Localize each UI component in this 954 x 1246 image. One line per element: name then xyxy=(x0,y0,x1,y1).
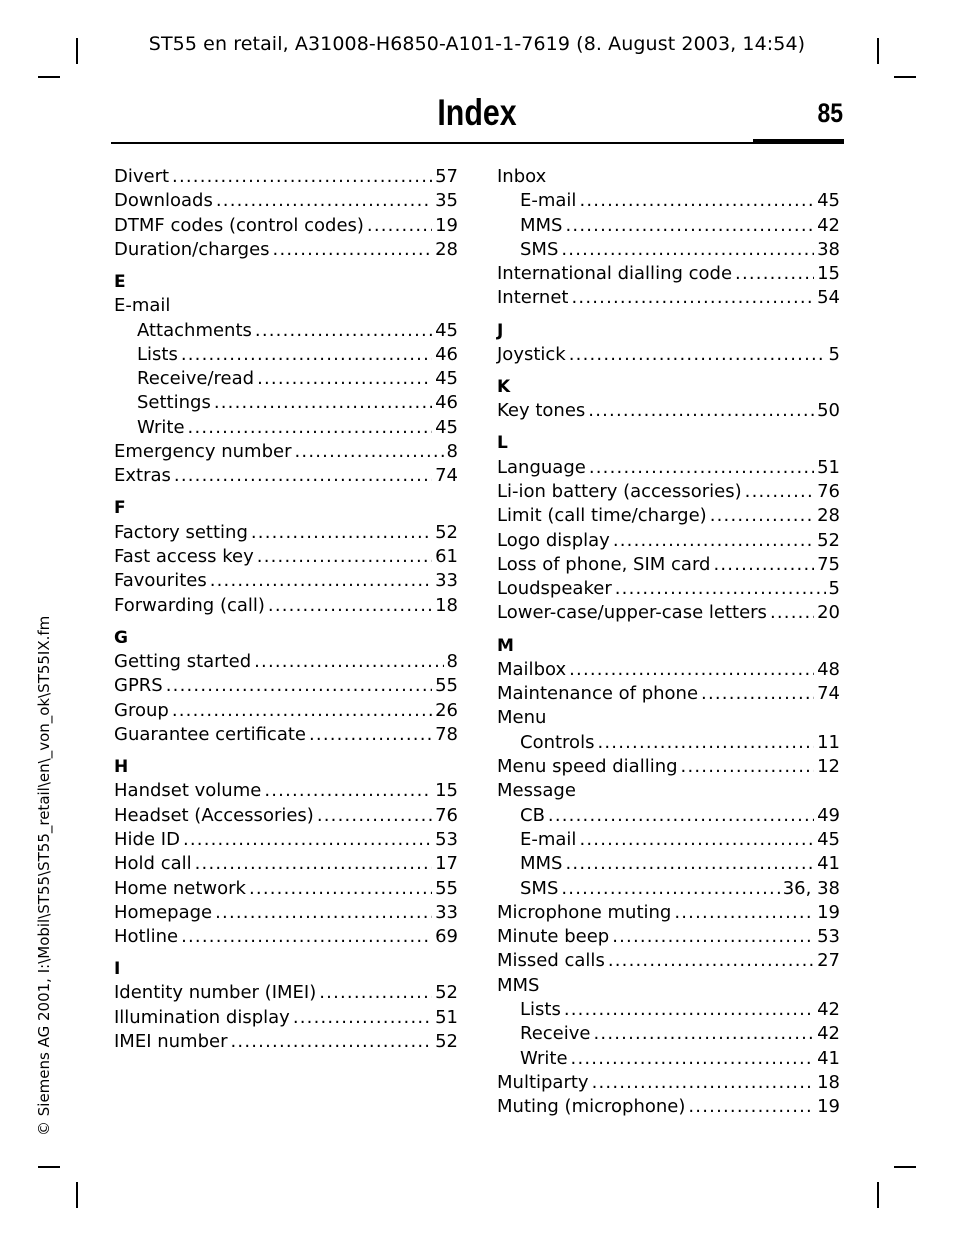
entry-page-number: 18 xyxy=(435,594,458,616)
index-entry xyxy=(114,189,458,213)
index-entry xyxy=(497,779,840,803)
entry-term: Loudspeaker xyxy=(497,578,612,600)
entry-page-number: 45 xyxy=(435,368,458,390)
entry-page-number: 75 xyxy=(817,553,840,575)
section-letter: K xyxy=(497,376,511,397)
entry-term: Menu xyxy=(497,707,547,729)
index-section xyxy=(114,957,458,1054)
dot-leader xyxy=(561,238,814,262)
entry-term: Controls xyxy=(520,731,595,753)
dot-leader xyxy=(181,343,432,367)
entry-term: Lists xyxy=(137,343,178,365)
index-entry xyxy=(114,440,458,464)
entry-term: Hide ID xyxy=(114,828,180,850)
entry-term: Missed calls xyxy=(497,950,605,972)
entry-page-number: 74 xyxy=(817,683,840,705)
entry-term: SMS xyxy=(520,238,559,260)
index-section xyxy=(114,496,458,617)
dot-leader xyxy=(249,877,432,901)
entry-page-number: 55 xyxy=(435,675,458,697)
index-entry xyxy=(497,577,840,601)
entry-page-number: 28 xyxy=(817,505,840,527)
index-entry xyxy=(497,974,840,998)
entry-term: International dialling code xyxy=(497,263,733,285)
index-entry xyxy=(497,504,840,528)
dot-leader xyxy=(367,214,432,238)
dot-leader xyxy=(264,779,432,803)
crop-mark xyxy=(38,1166,60,1168)
index-entry xyxy=(114,294,458,318)
dot-leader xyxy=(166,674,432,698)
entry-page-number: 78 xyxy=(435,723,458,745)
index-entry xyxy=(497,901,840,925)
index-entry xyxy=(497,456,840,480)
index-subentry xyxy=(497,877,840,901)
entry-page-number: 36, 38 xyxy=(782,877,840,899)
entry-term: Inbox xyxy=(497,166,547,187)
entry-page-number: 53 xyxy=(817,926,840,948)
entry-term: Write xyxy=(137,416,185,438)
index-subentry xyxy=(114,343,458,367)
dot-leader xyxy=(293,1006,432,1030)
entry-term: MMS xyxy=(520,853,563,875)
crop-mark xyxy=(877,1182,879,1208)
dot-leader xyxy=(735,262,814,286)
index-section xyxy=(114,626,458,747)
dot-leader xyxy=(195,852,432,876)
dot-leader xyxy=(183,828,432,852)
crop-mark xyxy=(76,1182,78,1208)
entry-page-number: 61 xyxy=(435,546,458,568)
dot-leader xyxy=(231,1030,433,1054)
index-entry xyxy=(497,706,840,730)
entry-term: Home network xyxy=(114,877,246,899)
entry-term: Illumination display xyxy=(114,1006,290,1028)
section-letter: J xyxy=(497,320,504,341)
dot-leader xyxy=(257,367,432,391)
entry-term: Attachments xyxy=(137,319,252,341)
index-entry xyxy=(114,674,458,698)
index-entry xyxy=(497,286,840,310)
index-column-left xyxy=(114,165,458,1054)
index-entry xyxy=(497,601,840,625)
dot-leader xyxy=(569,658,814,682)
index-entry xyxy=(497,165,840,189)
index-entry xyxy=(497,262,840,286)
entry-page-number: 45 xyxy=(817,828,840,850)
index-entry xyxy=(114,925,458,949)
dot-leader xyxy=(579,189,814,213)
dot-leader xyxy=(295,440,444,464)
index-entry xyxy=(497,1095,840,1119)
entry-page-number: 48 xyxy=(817,658,840,680)
index-entry xyxy=(114,1030,458,1054)
entry-page-number: 53 xyxy=(435,828,458,850)
index-subentry xyxy=(497,828,840,852)
index-entry xyxy=(114,723,458,747)
dot-leader xyxy=(701,682,814,706)
entry-term: Receive/read xyxy=(137,368,255,390)
index-entry xyxy=(114,650,458,674)
dot-leader xyxy=(681,755,815,779)
entry-page-number: 15 xyxy=(435,780,458,802)
entry-term: SMS xyxy=(520,877,559,899)
entry-page-number: 42 xyxy=(817,1023,840,1045)
entry-term: Write xyxy=(520,1047,568,1069)
entry-page-number: 50 xyxy=(817,400,840,422)
entry-term: Minute beep xyxy=(497,926,610,948)
entry-term: E-mail xyxy=(520,828,577,850)
index-entry xyxy=(114,238,458,262)
dot-leader xyxy=(674,901,814,925)
entry-page-number: 18 xyxy=(817,1071,840,1093)
index-entry xyxy=(114,699,458,723)
dot-leader xyxy=(172,165,432,189)
page-number: 85 xyxy=(817,98,843,128)
entry-term: Duration/charges xyxy=(114,238,270,260)
entry-page-number: 49 xyxy=(817,804,840,826)
section-letter: L xyxy=(497,433,508,454)
entry-term: Forwarding (call) xyxy=(114,594,265,616)
entry-term: Language xyxy=(497,456,586,478)
title-rule xyxy=(111,142,753,144)
index-entry xyxy=(114,901,458,925)
entry-page-number: 45 xyxy=(817,190,840,212)
entry-term: Favourites xyxy=(114,570,207,592)
dot-leader xyxy=(688,1095,814,1119)
crop-mark xyxy=(894,76,916,78)
index-section xyxy=(497,431,840,625)
dot-leader xyxy=(561,877,779,901)
entry-term: Maintenance of phone xyxy=(497,683,699,705)
index-entry xyxy=(114,165,458,189)
entry-page-number: 52 xyxy=(817,529,840,551)
entry-term: Homepage xyxy=(114,901,213,923)
dot-leader xyxy=(566,852,815,876)
entry-term: Guarantee certificate xyxy=(114,723,306,745)
entry-term: Multiparty xyxy=(497,1071,589,1093)
index-section xyxy=(497,375,840,424)
entry-term: Key tones xyxy=(497,400,586,422)
section-letter: I xyxy=(114,959,121,980)
entry-page-number: 19 xyxy=(817,901,840,923)
index-subentry xyxy=(497,852,840,876)
index-subentry xyxy=(497,238,840,262)
entry-page-number: 46 xyxy=(435,392,458,414)
entry-term: Joystick xyxy=(497,343,566,365)
entry-term: E-mail xyxy=(114,295,171,317)
index-entry xyxy=(497,399,840,423)
index-entry xyxy=(497,658,840,682)
entry-page-number: 12 xyxy=(817,756,840,778)
entry-page-number: 69 xyxy=(435,926,458,948)
entry-page-number: 15 xyxy=(817,263,840,285)
entry-page-number: 28 xyxy=(435,238,458,260)
index-entry xyxy=(114,569,458,593)
entry-page-number: 76 xyxy=(435,804,458,826)
index-entry xyxy=(497,949,840,973)
entry-page-number: 57 xyxy=(435,166,458,187)
entry-page-number: 52 xyxy=(435,1031,458,1053)
dot-leader xyxy=(257,545,432,569)
entry-page-number: 5 xyxy=(828,578,840,600)
index-section xyxy=(114,270,458,489)
index-entry xyxy=(114,804,458,828)
index-section xyxy=(497,165,840,311)
dot-leader xyxy=(612,925,814,949)
index-subentry xyxy=(114,416,458,440)
dot-leader xyxy=(571,1047,815,1071)
entry-term: Headset (Accessories) xyxy=(114,804,314,826)
index-entry xyxy=(497,1071,840,1095)
entry-page-number: 41 xyxy=(817,853,840,875)
crop-mark xyxy=(894,1166,916,1168)
index-subentry xyxy=(497,998,840,1022)
index-entry xyxy=(497,755,840,779)
entry-page-number: 74 xyxy=(435,465,458,487)
dot-leader xyxy=(215,901,432,925)
dot-leader xyxy=(548,804,814,828)
index-entry xyxy=(114,877,458,901)
entry-term: Muting (microphone) xyxy=(497,1096,686,1118)
index-section xyxy=(114,755,458,949)
entry-term: Limit (call time/charge) xyxy=(497,505,707,527)
dot-leader xyxy=(216,189,432,213)
index-subentry xyxy=(497,189,840,213)
dot-leader xyxy=(251,521,432,545)
entry-page-number: 41 xyxy=(817,1047,840,1069)
entry-term: Microphone muting xyxy=(497,901,672,923)
entry-page-number: 46 xyxy=(435,343,458,365)
entry-term: Lists xyxy=(520,998,561,1020)
dot-leader xyxy=(309,723,432,747)
entry-term: Emergency number xyxy=(114,441,292,463)
entry-page-number: 19 xyxy=(817,1096,840,1118)
entry-term: Group xyxy=(114,699,169,721)
entry-term: MMS xyxy=(520,214,563,236)
index-subentry xyxy=(497,1022,840,1046)
title-rule-thick xyxy=(753,139,844,144)
index-entry xyxy=(497,343,840,367)
entry-term: Logo display xyxy=(497,529,610,551)
entry-term: DTMF codes (control codes) xyxy=(114,214,364,236)
index-entry xyxy=(114,594,458,618)
index-section xyxy=(497,319,840,368)
dot-leader xyxy=(571,286,814,310)
index-entry xyxy=(497,925,840,949)
dot-leader xyxy=(172,699,432,723)
entry-term: Extras xyxy=(114,465,171,487)
entry-page-number: 27 xyxy=(817,950,840,972)
side-file-path-text: © Siemens AG 2001, I:\Mobil\ST55\ST55_retail\en\_von_ok\ST55IX.fm xyxy=(35,615,53,1136)
entry-page-number: 20 xyxy=(817,602,840,624)
dot-leader xyxy=(317,804,432,828)
index-entry xyxy=(114,214,458,238)
page-title: Index xyxy=(437,92,517,133)
dot-leader xyxy=(268,594,432,618)
dot-leader xyxy=(210,569,432,593)
dot-leader xyxy=(579,828,814,852)
entry-page-number: 17 xyxy=(435,853,458,875)
index-entry xyxy=(497,553,840,577)
dot-leader xyxy=(592,1071,815,1095)
dot-leader xyxy=(254,650,443,674)
dot-leader xyxy=(597,731,814,755)
entry-page-number: 51 xyxy=(435,1006,458,1028)
dot-leader xyxy=(770,601,814,625)
section-letter: G xyxy=(114,627,128,648)
entry-term: Handset volume xyxy=(114,780,262,802)
entry-term: Menu speed dialling xyxy=(497,756,678,778)
section-letter: F xyxy=(114,498,126,519)
entry-term: E-mail xyxy=(520,190,577,212)
index-section xyxy=(497,634,840,1120)
entry-page-number: 52 xyxy=(435,521,458,543)
entry-page-number: 55 xyxy=(435,877,458,899)
entry-page-number: 8 xyxy=(446,651,458,673)
entry-page-number: 38 xyxy=(817,238,840,260)
index-entry xyxy=(497,529,840,553)
index-subentry xyxy=(114,391,458,415)
entry-page-number: 8 xyxy=(446,441,458,463)
dot-leader xyxy=(613,529,814,553)
entry-page-number: 45 xyxy=(435,416,458,438)
index-subentry xyxy=(497,731,840,755)
entry-page-number: 42 xyxy=(817,214,840,236)
dot-leader xyxy=(174,464,432,488)
entry-term: Factory setting xyxy=(114,521,248,543)
section-letter: H xyxy=(114,757,129,778)
entry-term: Hotline xyxy=(114,926,179,948)
entry-page-number: 42 xyxy=(817,998,840,1020)
entry-term: CB xyxy=(520,804,545,826)
dot-leader xyxy=(588,399,814,423)
dot-leader xyxy=(608,949,814,973)
entry-page-number: 33 xyxy=(435,570,458,592)
index-entry xyxy=(114,852,458,876)
section-letter: E xyxy=(114,271,126,292)
index-entry xyxy=(114,521,458,545)
dot-leader xyxy=(319,981,432,1005)
dot-leader xyxy=(273,238,433,262)
dot-leader xyxy=(745,480,814,504)
dot-leader xyxy=(713,553,814,577)
index-entry xyxy=(497,480,840,504)
entry-term: Receive xyxy=(520,1023,591,1045)
dot-leader xyxy=(181,925,432,949)
dot-leader xyxy=(214,391,432,415)
dot-leader xyxy=(710,504,814,528)
entry-page-number: 19 xyxy=(435,214,458,236)
entry-term: Fast access key xyxy=(114,546,254,568)
entry-page-number: 52 xyxy=(435,982,458,1004)
crop-mark xyxy=(38,76,60,78)
entry-term: Downloads xyxy=(114,190,213,212)
dot-leader xyxy=(615,577,826,601)
entry-page-number: 33 xyxy=(435,901,458,923)
index-entry xyxy=(114,981,458,1005)
entry-page-number: 5 xyxy=(828,343,840,365)
index-subentry xyxy=(497,804,840,828)
entry-term: Internet xyxy=(497,287,569,309)
dot-leader xyxy=(255,319,432,343)
dot-leader xyxy=(569,343,826,367)
entry-term: Hold call xyxy=(114,853,192,875)
dot-leader xyxy=(566,214,815,238)
entry-page-number: 54 xyxy=(817,287,840,309)
document-header-line: ST55 en retail, A31008-H6850-A101-1-7619 (8. August 2003, 14:54) xyxy=(148,33,806,55)
dot-leader xyxy=(593,1022,814,1046)
index-entry xyxy=(114,464,458,488)
section-letter: M xyxy=(497,635,514,656)
entry-term: MMS xyxy=(497,974,540,996)
entry-page-number: 11 xyxy=(817,731,840,753)
index-entry xyxy=(114,1006,458,1030)
dot-leader xyxy=(564,998,814,1022)
entry-page-number: 51 xyxy=(817,456,840,478)
entry-term: Mailbox xyxy=(497,658,567,680)
entry-term: Settings xyxy=(137,392,211,414)
index-section xyxy=(114,165,458,262)
index-column-right xyxy=(497,165,840,1119)
entry-term: Message xyxy=(497,780,576,802)
entry-term: IMEI number xyxy=(114,1031,228,1053)
entry-term: GPRS xyxy=(114,675,163,697)
entry-term: Lower-case/upper-case letters xyxy=(497,602,767,624)
index-subentry xyxy=(497,1047,840,1071)
index-entry xyxy=(114,779,458,803)
entry-page-number: 26 xyxy=(435,699,458,721)
entry-page-number: 76 xyxy=(817,480,840,502)
dot-leader xyxy=(188,416,433,440)
index-subentry xyxy=(114,319,458,343)
entry-term: Divert xyxy=(114,166,170,187)
entry-page-number: 45 xyxy=(435,319,458,341)
index-subentry xyxy=(114,367,458,391)
index-subentry xyxy=(497,214,840,238)
entry-term: Identity number (IMEI) xyxy=(114,982,317,1004)
entry-page-number: 35 xyxy=(435,190,458,212)
index-entry xyxy=(114,828,458,852)
entry-term: Loss of phone, SIM card xyxy=(497,553,711,575)
dot-leader xyxy=(589,456,814,480)
index-entry xyxy=(114,545,458,569)
index-entry xyxy=(497,682,840,706)
entry-term: Li-ion battery (accessories) xyxy=(497,480,742,502)
entry-term: Getting started xyxy=(114,651,252,673)
